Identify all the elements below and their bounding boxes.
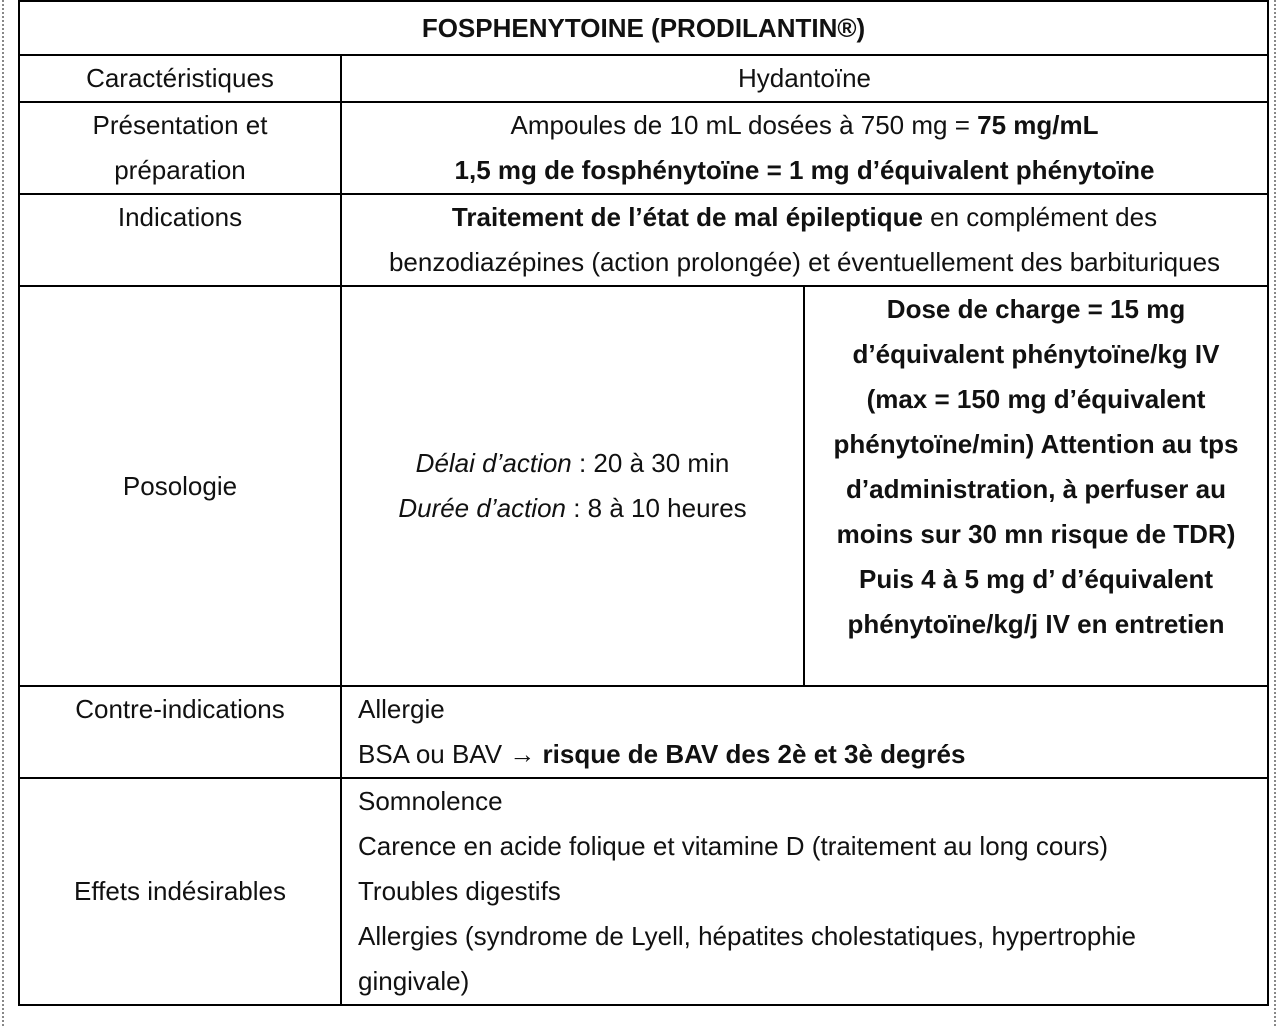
effet-line: gingivale) [358, 966, 470, 996]
posologie-dose [804, 286, 1268, 686]
dose-line: Dose de charge = 15 mg [886, 294, 1186, 324]
delai-value: : 20 à 30 min [571, 448, 730, 478]
presentation-line1-text: Ampoules de 10 mL dosées à 750 mg = [510, 110, 978, 140]
row-effets [19, 778, 1268, 1005]
dose-line: d’administration, à perfuser au [846, 474, 1226, 504]
dose-line: phénytoïne/min) Attention au tps [833, 429, 1239, 459]
effet-line: Carence en acide folique et vitamine D (traitement au long cours) [358, 831, 1109, 861]
label-contre-indications: Contre-indications [19, 686, 341, 778]
dose-line: d’équivalent phénytoïne/kg IV [852, 339, 1220, 369]
effet-line: Somnolence [358, 786, 503, 816]
page-border-right [1274, 0, 1276, 1026]
delai-line [342, 441, 803, 486]
row-caracteristiques [19, 55, 1268, 102]
table-title: FOSPHENYTOINE (PRODILANTIN®) [19, 1, 1268, 55]
presentation-line1-bold: 75 mg/mL [977, 110, 1099, 140]
indications-line1 [342, 195, 1267, 240]
row-posologie [19, 286, 1268, 686]
drug-sheet [18, 0, 1267, 1006]
presentation-line2: 1,5 mg de fosphénytoïne = 1 mg d’équivalent phénytoïne [454, 155, 1155, 185]
page-border-left [2, 0, 4, 1026]
ci-line2-bold: risque de BAV des 2è et 3è degrés [542, 739, 966, 769]
indications-bold: Traitement de l’état de mal épileptique [451, 202, 923, 232]
effet-line: Allergies (syndrome de Lyell, hépatites cholestatiques, hypertrophie [358, 921, 1137, 951]
row-presentation [19, 102, 1268, 194]
dose-line: (max = 150 mg d’équivalent [866, 384, 1206, 414]
label-effets: Effets indésirables [19, 778, 341, 1005]
duree-label: Durée d’action [398, 493, 566, 523]
ci-line1: Allergie [358, 694, 445, 724]
label-presentation-line2: préparation [114, 155, 246, 185]
presentation-line1 [342, 103, 1267, 148]
duree-line [342, 486, 803, 531]
label-indications: Indications [19, 194, 341, 286]
dose-line: Puis 4 à 5 mg d’ d’équivalent [859, 564, 1213, 594]
posologie-timing [341, 286, 804, 686]
indications-line2: benzodiazépines (action prolongée) et éventuellement des barbituriques [388, 247, 1221, 277]
row-contre-indications [19, 686, 1268, 778]
value-contre-indications [341, 686, 1268, 778]
label-posologie: Posologie [19, 286, 341, 686]
ci-line2-text: BSA ou BAV → [358, 739, 543, 769]
value-caracteristiques: Hydantoïne [341, 55, 1268, 102]
value-indications [341, 194, 1268, 286]
dose-line: moins sur 30 mn risque de TDR) [836, 519, 1236, 549]
value-presentation [341, 102, 1268, 194]
ci-line2 [358, 732, 1267, 777]
dose-line: phénytoïne/kg/j IV en entretien [847, 609, 1225, 639]
label-caracteristiques: Caractéristiques [19, 55, 341, 102]
label-presentation-line1: Présentation et [92, 110, 268, 140]
indications-text1: en complément des [922, 202, 1158, 232]
drug-table [18, 0, 1269, 1006]
delai-label: Délai d’action [415, 448, 572, 478]
row-indications [19, 194, 1268, 286]
label-presentation [19, 102, 341, 194]
duree-value: : 8 à 10 heures [565, 493, 747, 523]
title-row [19, 1, 1268, 55]
value-effets [341, 778, 1268, 1005]
effet-line: Troubles digestifs [358, 876, 561, 906]
